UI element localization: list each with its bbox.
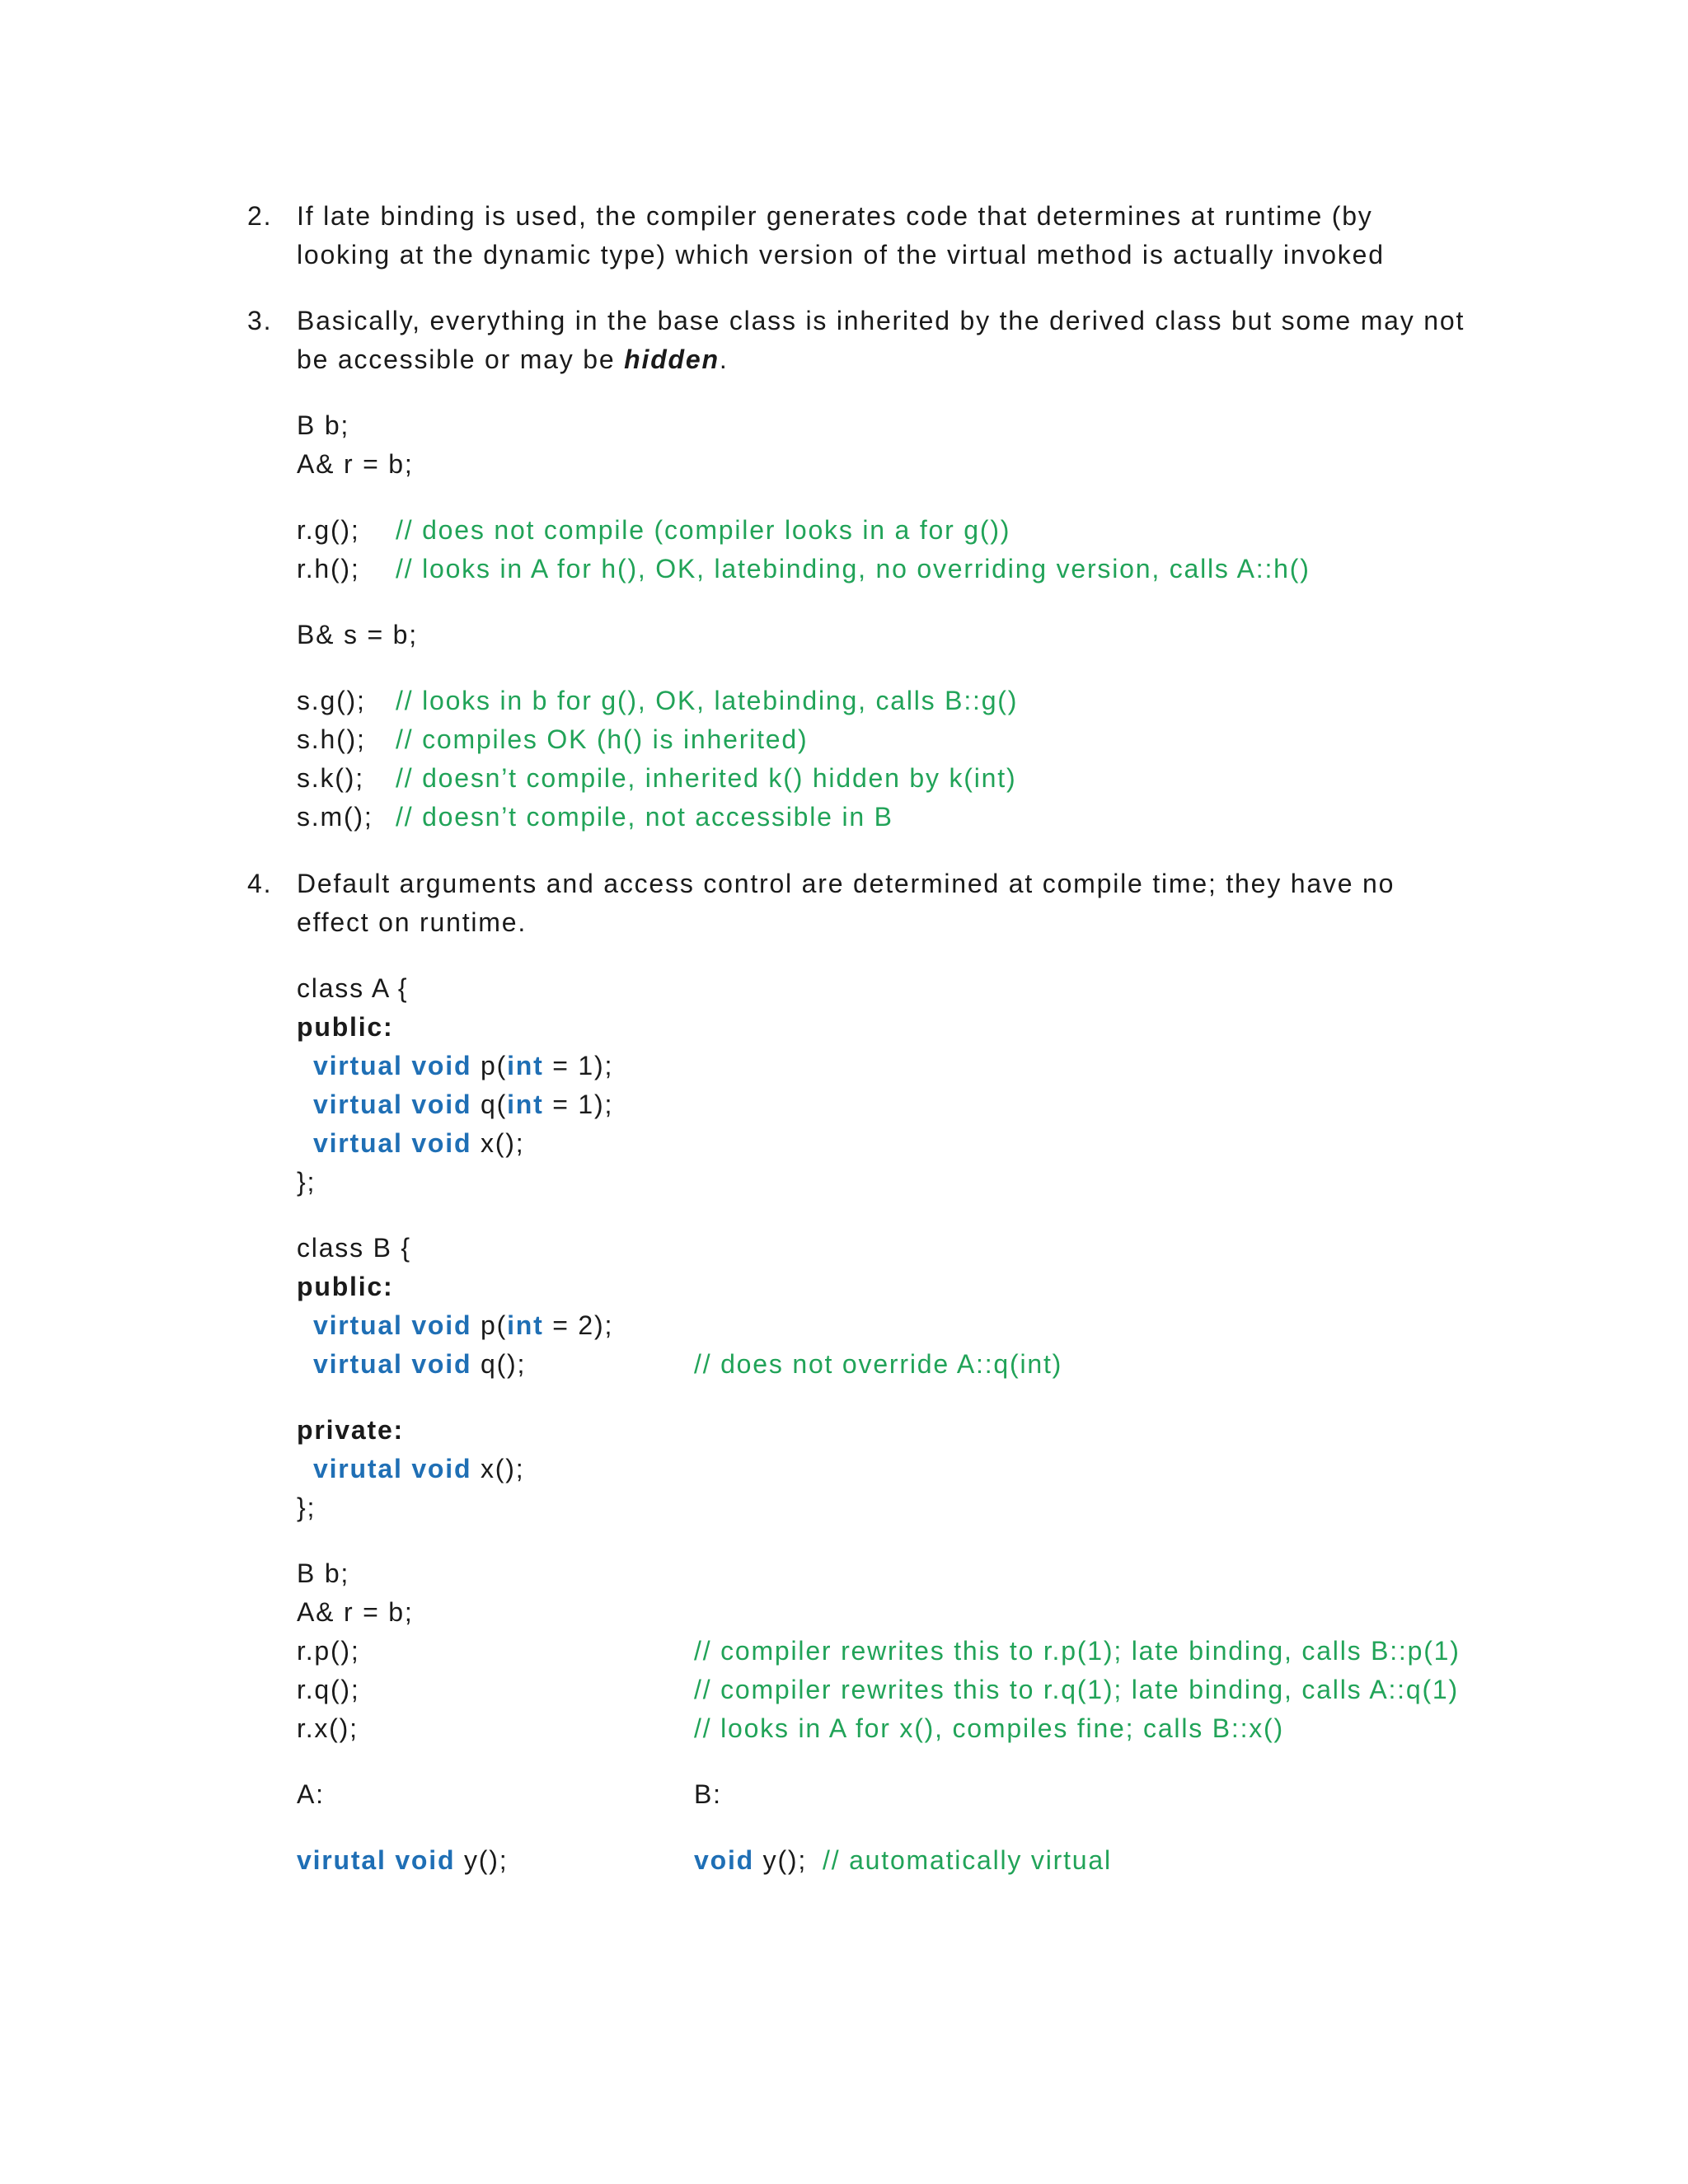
code3-sk-comment: // doesn’t compile, inherited k() hidden by k(int) <box>396 763 1017 793</box>
code4-rq: r.q(); <box>297 1675 360 1704</box>
item-3-line-2-text: be accessible or may be <box>297 344 625 374</box>
item-3-period: . <box>719 344 729 374</box>
code3-rg: r.g(); <box>297 515 360 545</box>
code3-decl-s: B& s = b; <box>297 620 418 649</box>
code4-rp: r.p(); <box>297 1636 360 1666</box>
code3-sg: s.g(); <box>297 686 366 715</box>
code4-b-p: virtual void p(int = 2); <box>313 1310 614 1340</box>
code3-sg-comment: // looks in b for g(), OK, latebinding, calls B::g() <box>396 686 1019 715</box>
code3-sm-comment: // doesn’t compile, not accessible in B <box>396 802 893 832</box>
code4-a-x: virtual void x(); <box>313 1128 525 1158</box>
code4-rx-comment: // looks in A for x(), compiles fine; calls B::x() <box>694 1713 1284 1743</box>
code4-decl-r: A& r = b; <box>297 1597 414 1627</box>
item-4-line-2: effect on runtime. <box>297 907 528 937</box>
code3-decl-b: B b; <box>297 410 350 440</box>
item-3-line-2 <box>297 343 729 376</box>
code4-class-a: class A { <box>297 973 409 1003</box>
code4-b-close: }; <box>297 1493 316 1522</box>
code4-b-q: virtual void q(); <box>313 1349 527 1379</box>
item-4-number: 4. <box>247 869 273 898</box>
item-2-number: 2. <box>247 201 273 231</box>
code4-decl-b: B b; <box>297 1558 350 1588</box>
code3-sm: s.m(); <box>297 802 373 832</box>
code3-decl-r: A& r = b; <box>297 449 414 479</box>
code3-sh-comment: // compiles OK (h() is inherited) <box>396 724 809 754</box>
item-4-line-1: Default arguments and access control are determined at compile time; they have no <box>297 869 1395 898</box>
code4-b-y-comment: // automatically virtual <box>823 1845 1112 1875</box>
hidden-emphasis: hidden <box>624 344 720 374</box>
code4-class-b: class B { <box>297 1233 411 1263</box>
item-3-number: 3. <box>247 306 273 335</box>
code3-rh: r.h(); <box>297 554 360 583</box>
code4-b-public: public: <box>297 1272 394 1301</box>
code4-rx: r.x(); <box>297 1713 359 1743</box>
code3-rh-comment: // looks in A for h(), OK, latebinding, no overriding version, calls A::h() <box>396 554 1311 583</box>
code4-b-y: void y(); <box>694 1845 808 1875</box>
code4-b-x: virutal void x(); <box>313 1454 525 1483</box>
code3-sk: s.k(); <box>297 763 364 793</box>
item-3-line-1: Basically, everything in the base class is inherited by the derived class but some may not <box>297 306 1465 335</box>
code3-rg-comment: // does not compile (compiler looks in a for g()) <box>396 515 1011 545</box>
code4-a-close: }; <box>297 1167 316 1197</box>
code4-a-p: virtual void p(int = 1); <box>313 1051 614 1080</box>
code4-a-q: virtual void q(int = 1); <box>313 1090 614 1119</box>
label-b: B: <box>694 1779 722 1809</box>
code4-rq-comment: // compiler rewrites this to r.q(1); late binding, calls A::q(1) <box>694 1675 1459 1704</box>
item-2-line-2: looking at the dynamic type) which version of the virtual method is actually invoked <box>297 240 1385 269</box>
code4-b-q-comment: // does not override A::q(int) <box>694 1349 1063 1379</box>
code4-rp-comment: // compiler rewrites this to r.p(1); late binding, calls B::p(1) <box>694 1636 1461 1666</box>
code4-a-y: virutal void y(); <box>297 1845 509 1875</box>
code4-a-public: public: <box>297 1012 394 1042</box>
code3-sh: s.h(); <box>297 724 366 754</box>
label-a: A: <box>297 1779 325 1809</box>
code4-b-private: private: <box>297 1415 404 1445</box>
item-2-line-1: If late binding is used, the compiler generates code that determines at runtime (by <box>297 201 1373 231</box>
